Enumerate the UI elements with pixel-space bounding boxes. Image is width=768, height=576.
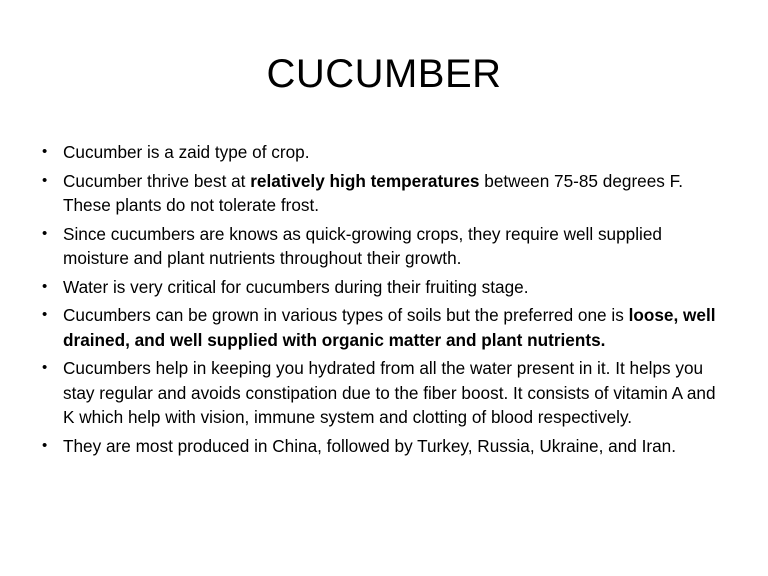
bullet-list [40, 140, 730, 462]
bullet-item [40, 140, 730, 165]
slide-title: CUCUMBER [266, 52, 502, 96]
bullet-dot-icon: • [42, 436, 48, 454]
bullet-dot-icon: • [42, 143, 48, 160]
bullet-text: Cucumbers can be grown in various types of soils but the preferred one is [63, 305, 629, 325]
bullet-item [40, 356, 730, 430]
bullet-dot-icon: • [42, 306, 48, 323]
bullet-item [40, 222, 730, 271]
bullet-text-bold: loose, well drained, and well supplied with organic matter and plant nutrients. [63, 305, 716, 350]
bullet-text-bold: relatively high temperatures [250, 170, 480, 191]
bullet-text: Water is very critical for cucumbers during their fruiting stage. [63, 276, 529, 297]
bullet-dot-icon: • [42, 359, 48, 376]
bullet-item [40, 434, 730, 459]
bullet-text: between 75-85 degrees F. These plants do not tolerate frost. [63, 170, 684, 215]
bullet-text: Cucumbers help in keeping you hydrated from all the water present in it. It helps you stay regular and avoids constipation due to the fiber boost. It consists of vitamin A and K which help with vision, immune system and clotting of blood respectively. [63, 358, 716, 427]
bullet-dot-icon: • [42, 277, 48, 295]
bullet-text: They are most produced in China, followed by Turkey, Russia, Ukraine, and Iran. [63, 435, 676, 456]
bullet-dot-icon: • [42, 224, 48, 242]
bullet-item [40, 303, 730, 352]
bullet-text: Cucumber thrive best at [63, 170, 251, 191]
bullet-item [40, 169, 730, 218]
bullet-text: Since cucumbers are knows as quick-growing crops, they require well supplied moisture and plant nutrients throughout their growth. [63, 223, 662, 268]
bullet-dot-icon: • [42, 171, 48, 189]
bullet-item [40, 275, 730, 300]
bullet-text: Cucumber is a zaid type of crop. [63, 142, 310, 162]
